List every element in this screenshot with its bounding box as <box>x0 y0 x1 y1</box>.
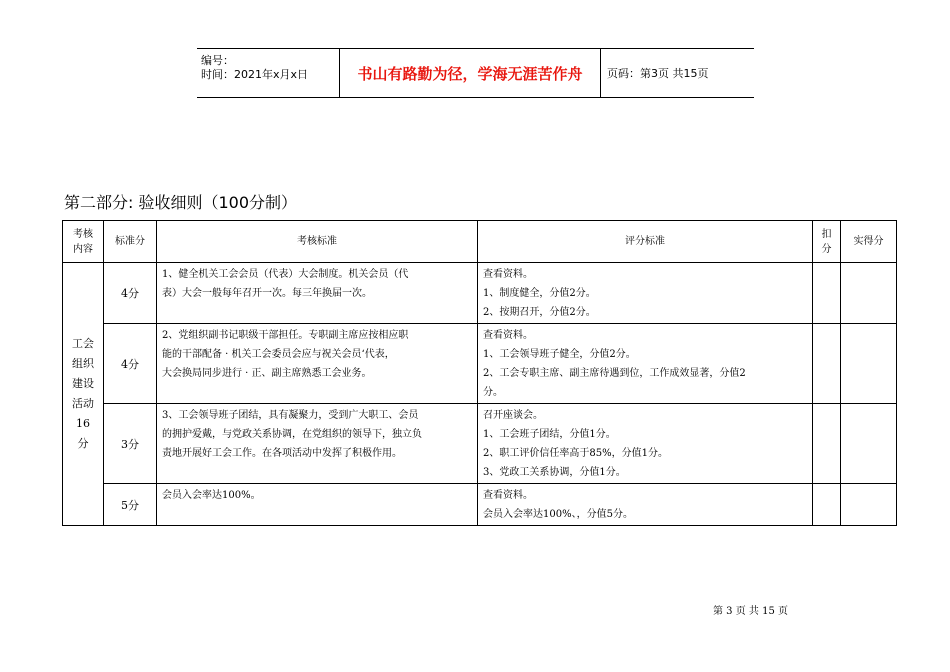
section-title: 第二部分: 验收细则（100分制） <box>64 193 298 212</box>
deduct-cell <box>813 484 841 526</box>
standard-score-cell: 4分 <box>104 263 157 324</box>
header-criteria: 考核标准 <box>157 221 478 263</box>
document-number-label: 编号： <box>201 54 234 67</box>
scoring-cell: 查看资料。 1、制度健全，分值2分。 2、按期召开，分值2分。 <box>478 263 813 324</box>
acceptance-table <box>62 220 897 526</box>
criteria-cell: 1、健全机关工会会员（代表）大会制度。机关会员（代 表）大会一般每年召开一次。每三年换届一次。 <box>157 263 478 324</box>
actual-score-cell <box>841 263 897 324</box>
scoring-cell: 召开座谈会。 1、工会班子团结，分值1分。 2、职工评价信任率高于85%，分值1分。 3、党政工关系协调，分值1分。 <box>478 404 813 484</box>
standard-score-cell: 4分 <box>104 324 157 404</box>
table-row <box>63 484 897 526</box>
actual-score-cell <box>841 324 897 404</box>
header-slogan: 书山有路勤为径，学海无涯苦作舟 <box>340 49 601 97</box>
actual-score-cell <box>841 404 897 484</box>
criteria-cell: 会员入会率达100%。 <box>157 484 478 526</box>
deduct-cell <box>813 404 841 484</box>
page-code: 页码：第3页 共15页 <box>607 67 709 80</box>
header-scoring: 评分标准 <box>478 221 813 263</box>
table-header-row <box>63 221 897 263</box>
category-cell: 工会 组织 建设 活动 16 分 <box>63 263 104 526</box>
table-row <box>63 324 897 404</box>
table-row <box>63 404 897 484</box>
document-header <box>197 48 754 98</box>
deduct-cell <box>813 324 841 404</box>
standard-score-cell: 5分 <box>104 484 157 526</box>
scoring-cell: 查看资料。 1、工会领导班子健全，分值2分。 2、工会专职主席、副主席待遇到位，工作成效显著，分值2 分。 <box>478 324 813 404</box>
actual-score-cell <box>841 484 897 526</box>
standard-score-cell: 3分 <box>104 404 157 484</box>
header-deduct: 扣 分 <box>813 221 841 263</box>
criteria-cell: 3、工会领导班子团结，具有凝聚力，受到广大职工、会员 的拥护爱戴，与党政关系协调，在党组织的领导下，独立负 责地开展好工会工作。在各项活动中发挥了积极作用。 <box>157 404 478 484</box>
table-row <box>63 263 897 324</box>
header-content: 考核 内容 <box>63 221 104 263</box>
header-standard-score: 标准分 <box>104 221 157 263</box>
scoring-cell: 查看资料。 会员入会率达100%、，分值5分。 <box>478 484 813 526</box>
header-actual-score: 实得分 <box>841 221 897 263</box>
header-meta <box>197 49 340 97</box>
criteria-cell: 2、党组织副书记职级干部担任。专职副主席应按相应职 能的干部配备 · 机关工会委员会应与祝关会员‘代表， 大会换局同步进行 · 正、副主席熟悉工会业务。 <box>157 324 478 404</box>
deduct-cell <box>813 263 841 324</box>
page-footer: 第 3 页 共 15 页 <box>713 606 788 617</box>
document-date: 时间：2021年x月x日 <box>201 68 309 81</box>
